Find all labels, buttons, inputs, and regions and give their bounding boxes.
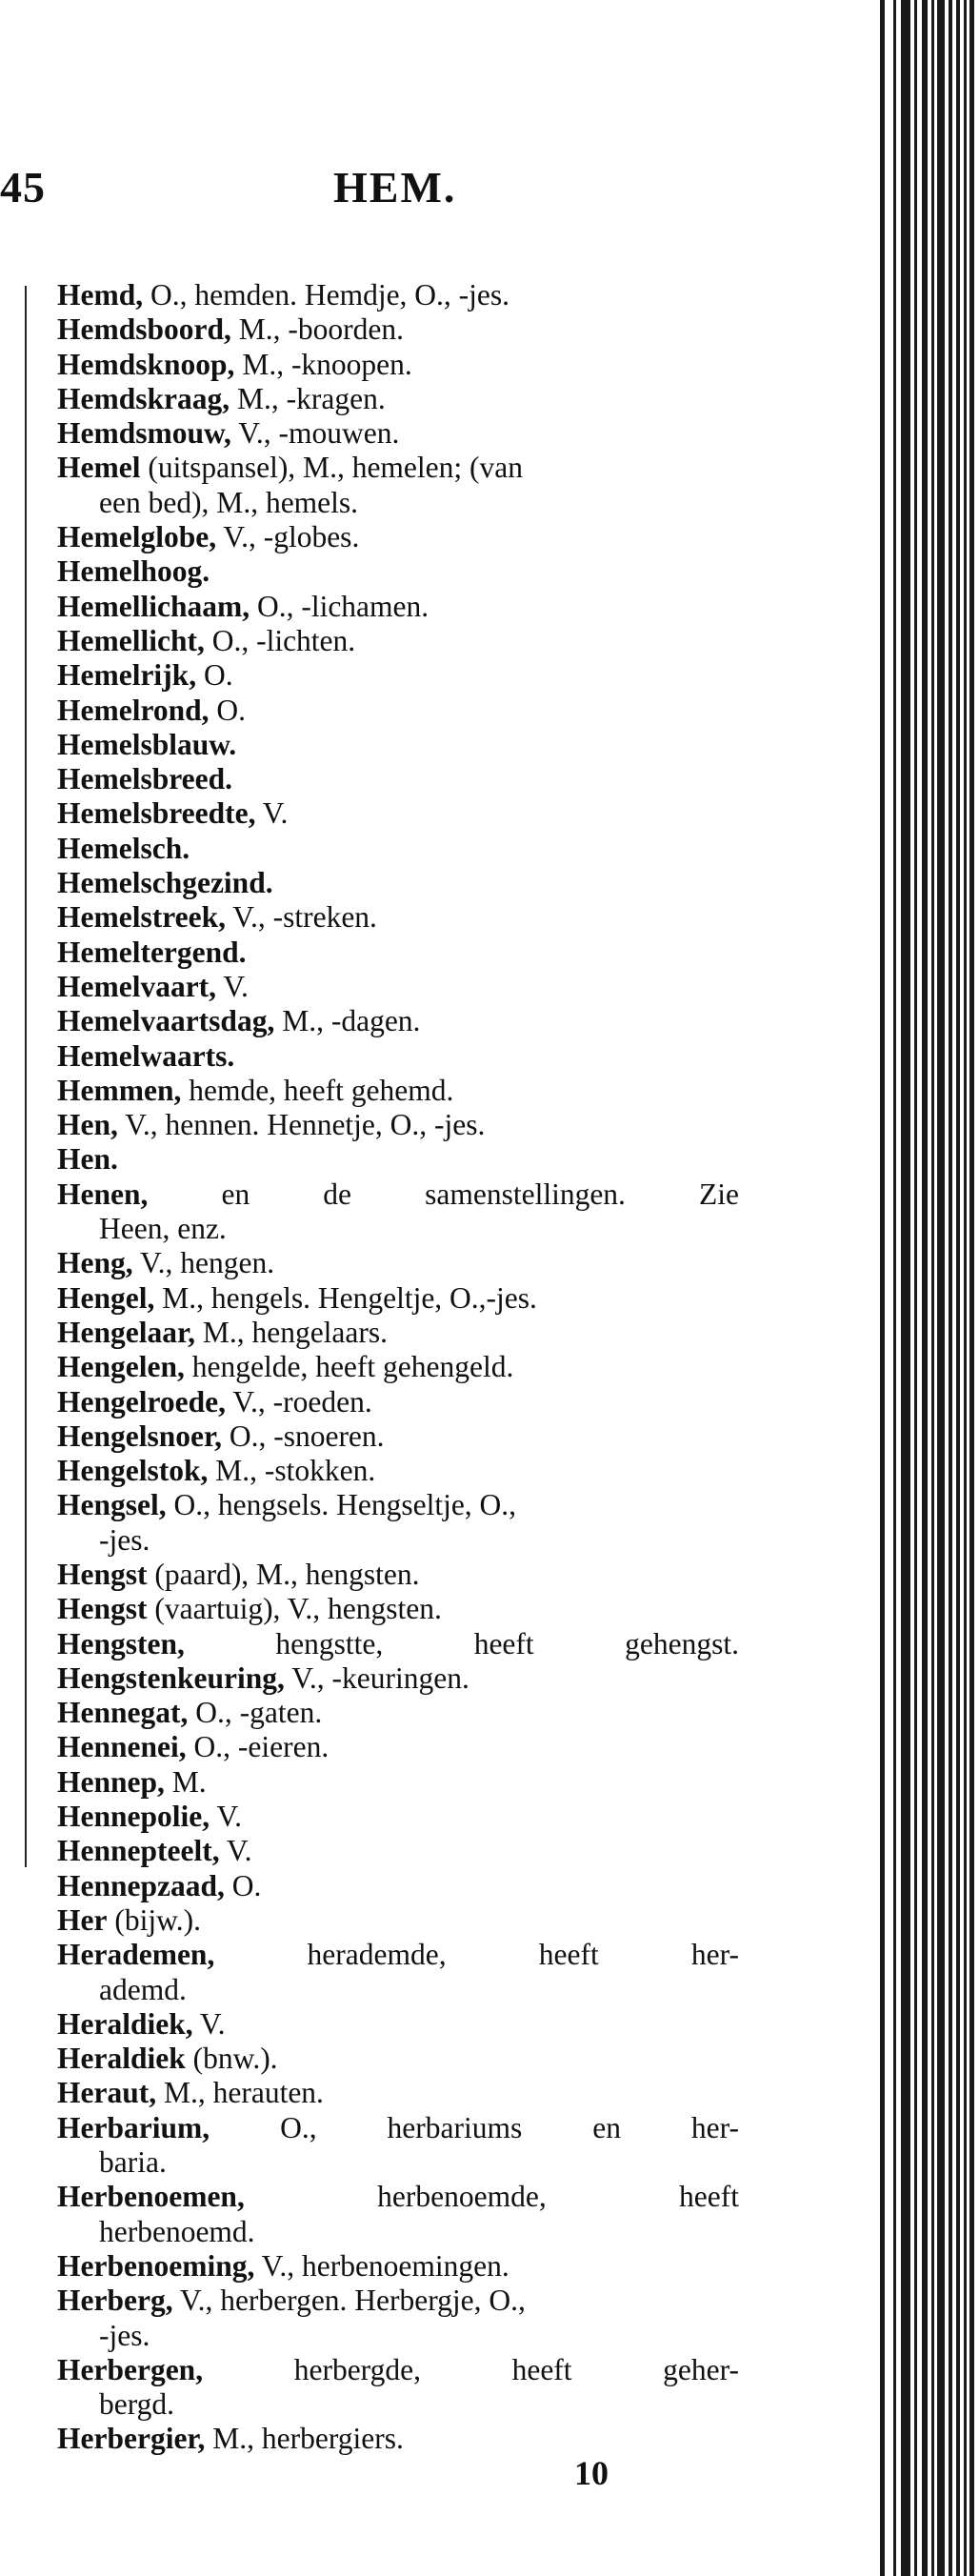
entry-line bbox=[57, 1039, 739, 1074]
entry-line bbox=[57, 624, 739, 658]
dictionary-entry bbox=[57, 2007, 739, 2042]
entry-definition: O., herbariums en her- bbox=[210, 2110, 739, 2144]
entry-definition: V. bbox=[219, 1834, 252, 1868]
entry-headword: Herbergen, bbox=[57, 2352, 204, 2386]
entry-continuation: baria. bbox=[99, 2145, 167, 2180]
entry-line bbox=[57, 2076, 739, 2110]
entry-headword: Hengelstok, bbox=[57, 1454, 209, 1488]
entry-definition: M., -stokken. bbox=[208, 1454, 376, 1488]
entry-headword: Hemel bbox=[57, 451, 141, 485]
dictionary-entry bbox=[57, 1869, 739, 1903]
dictionary-entry bbox=[57, 2042, 739, 2076]
dictionary-entry bbox=[57, 520, 739, 554]
entry-definition: V. bbox=[255, 796, 289, 831]
entry-headword: Heraldiek bbox=[57, 2042, 186, 2076]
entry-line bbox=[57, 312, 739, 347]
entry-continuation: een bed), M., hemels. bbox=[99, 485, 359, 519]
dictionary-entry bbox=[57, 1558, 739, 1592]
dictionary-entry bbox=[57, 1454, 739, 1488]
entry-headword: Hemdsboord, bbox=[57, 312, 231, 347]
spine-stripe bbox=[964, 0, 967, 2576]
dictionary-entry bbox=[57, 1074, 739, 1108]
entry-line bbox=[57, 451, 739, 485]
dictionary-entry bbox=[57, 1661, 739, 1696]
entry-definition: M., herauten. bbox=[156, 2076, 324, 2110]
spine-stripe bbox=[901, 0, 910, 2576]
spine-stripe bbox=[931, 0, 934, 2576]
entry-definition: O., -eieren. bbox=[186, 1730, 330, 1764]
entry-line bbox=[57, 1316, 739, 1350]
entry-line bbox=[57, 2353, 739, 2387]
entry-definition: en de samenstellingen. Zie bbox=[148, 1177, 739, 1211]
entry-definition: M., herbergiers. bbox=[205, 2422, 404, 2456]
entry-headword: Hemd, bbox=[57, 278, 144, 312]
dictionary-entry bbox=[57, 728, 739, 762]
entry-definition: M., -boorden. bbox=[230, 312, 405, 347]
dictionary-entry bbox=[57, 2249, 739, 2284]
entry-headword: Hengelroede, bbox=[57, 1384, 227, 1419]
entry-headword: Hemelsblauw. bbox=[57, 727, 237, 761]
dictionary-entry bbox=[57, 1419, 739, 1454]
entry-line bbox=[57, 1454, 739, 1488]
entry-definition: M., hengels. Hengeltje, O.,-jes. bbox=[154, 1280, 537, 1315]
entry-line bbox=[57, 416, 739, 451]
entry-headword: Heng, bbox=[57, 1246, 133, 1280]
entry-line bbox=[57, 936, 739, 970]
entry-definition: V. bbox=[210, 1800, 243, 1834]
entry-line bbox=[57, 832, 739, 866]
entry-continuation: bergd. bbox=[99, 2387, 175, 2422]
entry-headword: Hennepteelt, bbox=[57, 1834, 220, 1868]
entry-headword: Herbenoemen, bbox=[57, 2180, 245, 2214]
entry-headword: Henen, bbox=[57, 1177, 149, 1211]
margin-rule bbox=[25, 286, 27, 1867]
entry-line bbox=[57, 382, 739, 416]
entry-headword: Hemellichaam, bbox=[57, 589, 250, 623]
entry-line bbox=[57, 1592, 739, 1626]
dictionary-entry bbox=[57, 312, 739, 347]
dictionary-entry bbox=[57, 658, 739, 693]
entry-line bbox=[57, 900, 739, 935]
entry-headword: Hemeltergend. bbox=[57, 935, 247, 969]
entry-definition: O., -lichten. bbox=[204, 623, 356, 657]
dictionary-entry bbox=[57, 796, 739, 831]
dictionary-entry bbox=[57, 451, 739, 520]
entry-definition: V. bbox=[192, 2006, 226, 2041]
entry-headword: Hengelaar, bbox=[57, 1315, 195, 1349]
dictionary-entry bbox=[57, 832, 739, 866]
entry-line bbox=[57, 1661, 739, 1696]
dictionary-entry-list bbox=[57, 278, 739, 2457]
entry-headword: Hennepzaad, bbox=[57, 1868, 225, 1902]
dictionary-entry bbox=[57, 2111, 739, 2181]
entry-headword: Hen, bbox=[57, 1108, 118, 1142]
entry-continuation: herbenoemd. bbox=[99, 2214, 255, 2248]
dictionary-entry bbox=[57, 278, 739, 312]
entry-definition: V., -streken. bbox=[225, 900, 377, 935]
entry-headword: Hengst bbox=[57, 1592, 148, 1626]
dictionary-entry bbox=[57, 1246, 739, 1280]
entry-definition: V. bbox=[216, 969, 249, 1003]
entry-line bbox=[57, 1281, 739, 1316]
entry-headword: Herbergier, bbox=[57, 2422, 206, 2456]
dictionary-entry bbox=[57, 1488, 739, 1558]
entry-definition: V., herbergen. Herbergje, O., bbox=[172, 2284, 526, 2318]
spine-stripe bbox=[969, 0, 974, 2576]
entry-line bbox=[57, 1869, 739, 1903]
entry-line bbox=[57, 520, 739, 554]
entry-definition: O., hemden. Hemdje, O., -jes. bbox=[143, 278, 510, 312]
entry-headword: Hemelrijk, bbox=[57, 658, 197, 693]
entry-line bbox=[57, 2042, 739, 2076]
entry-line bbox=[57, 694, 739, 728]
entry-line bbox=[57, 1730, 739, 1764]
spine-stripe bbox=[922, 0, 928, 2576]
entry-definition: V., -globes. bbox=[216, 520, 360, 554]
dictionary-entry bbox=[57, 624, 739, 658]
entry-headword: Hemelhoog. bbox=[57, 554, 210, 589]
dictionary-entry bbox=[57, 900, 739, 935]
entry-headword: Hennepolie, bbox=[57, 1800, 210, 1834]
entry-definition: V., hengen. bbox=[132, 1246, 275, 1280]
spine-stripe bbox=[880, 0, 885, 2576]
entry-headword: Herbarium, bbox=[57, 2110, 210, 2144]
entry-line bbox=[57, 1696, 739, 1730]
entry-line bbox=[57, 1488, 739, 1522]
dictionary-entry bbox=[57, 762, 739, 796]
spine-stripe bbox=[956, 0, 960, 2576]
entry-definition: O. bbox=[209, 693, 247, 727]
dictionary-entry bbox=[57, 866, 739, 900]
entry-headword: Hennep, bbox=[57, 1764, 165, 1799]
dictionary-entry bbox=[57, 2076, 739, 2110]
entry-headword: Hengsten, bbox=[57, 1626, 185, 1660]
entry-headword: Hemelsbreed. bbox=[57, 762, 233, 796]
entry-definition: (bnw.). bbox=[185, 2042, 278, 2076]
entry-headword: Hemelvaart, bbox=[57, 969, 217, 1003]
entry-definition: V., -keuringen. bbox=[284, 1660, 470, 1695]
dictionary-entry bbox=[57, 936, 739, 970]
dictionary-entry bbox=[57, 1730, 739, 1764]
dictionary-entry bbox=[57, 1834, 739, 1868]
entry-line bbox=[57, 1765, 739, 1800]
entry-headword: Hemelstreek, bbox=[57, 900, 226, 935]
entry-headword: Hengelen, bbox=[57, 1350, 185, 1384]
entry-headword: Hemelsbreedte, bbox=[57, 796, 256, 831]
entry-line bbox=[57, 2111, 739, 2145]
dictionary-entry bbox=[57, 2180, 739, 2249]
entry-line bbox=[57, 2180, 739, 2214]
entry-continuation: -jes. bbox=[99, 2318, 150, 2352]
dictionary-entry bbox=[57, 1142, 739, 1177]
entry-headword: Hemdsmouw, bbox=[57, 416, 231, 451]
dictionary-entry bbox=[57, 2422, 739, 2456]
entry-definition: O. bbox=[224, 1868, 262, 1902]
entry-headword: Hemelvaartsdag, bbox=[57, 1004, 275, 1038]
entry-definition: V., -mouwen. bbox=[230, 416, 400, 451]
dictionary-entry bbox=[57, 1350, 739, 1384]
entry-headword: Hemelsch. bbox=[57, 831, 190, 865]
entry-continuation: Heen, enz. bbox=[99, 1212, 227, 1246]
spine-stripe bbox=[914, 0, 917, 2576]
entry-line bbox=[57, 1108, 739, 1142]
spine-stripe bbox=[949, 0, 952, 2576]
entry-line bbox=[57, 762, 739, 796]
dictionary-entry bbox=[57, 590, 739, 624]
entry-line bbox=[57, 2249, 739, 2284]
entry-line bbox=[57, 278, 739, 312]
entry-headword: Hemdsknoop, bbox=[57, 347, 235, 381]
entry-line bbox=[57, 1834, 739, 1868]
dictionary-entry bbox=[57, 694, 739, 728]
entry-definition: hengstte, heeft gehengst. bbox=[184, 1626, 739, 1660]
entry-definition: V., -roeden. bbox=[226, 1384, 372, 1419]
entry-definition: M., -knoopen. bbox=[234, 347, 412, 381]
entry-definition: herademde, heeft her- bbox=[214, 1938, 739, 1972]
entry-definition: herbenoemde, heeft bbox=[244, 2180, 739, 2214]
entry-line bbox=[57, 1938, 739, 1972]
entry-headword: Hengsel, bbox=[57, 1488, 167, 1522]
dictionary-entry bbox=[57, 1696, 739, 1730]
dictionary-entry bbox=[57, 348, 739, 382]
entry-headword: Hemellicht, bbox=[57, 623, 205, 657]
entry-line bbox=[57, 1558, 739, 1592]
book-spine-edge bbox=[838, 0, 979, 2576]
entry-headword: Hemdskraag, bbox=[57, 381, 230, 415]
entry-line bbox=[57, 728, 739, 762]
entry-line bbox=[57, 554, 739, 589]
entry-line bbox=[57, 2284, 739, 2318]
dictionary-entry bbox=[57, 1800, 739, 1834]
dictionary-entry bbox=[57, 1108, 739, 1142]
running-head: HEM. bbox=[333, 163, 457, 211]
entry-definition: M. bbox=[164, 1764, 207, 1799]
entry-headword: Hengelsnoer, bbox=[57, 1419, 222, 1453]
entry-line bbox=[57, 1903, 739, 1938]
dictionary-entry bbox=[57, 1316, 739, 1350]
entry-definition: hengelde, heeft gehengeld. bbox=[184, 1350, 514, 1384]
dictionary-entry bbox=[57, 1903, 739, 1938]
entry-definition: hemde, heeft gehemd. bbox=[181, 1073, 454, 1107]
entry-headword: Hemelrond, bbox=[57, 693, 210, 727]
dictionary-entry bbox=[57, 2353, 739, 2423]
entry-headword: Hengstenkeuring, bbox=[57, 1660, 285, 1695]
signature-mark: 10 bbox=[574, 2454, 609, 2492]
entry-line bbox=[57, 866, 739, 900]
entry-continuation: ademd. bbox=[99, 1972, 187, 2006]
entry-headword: Hengel, bbox=[57, 1280, 155, 1315]
entry-definition: M., -kragen. bbox=[230, 381, 386, 415]
entry-line bbox=[57, 1627, 739, 1661]
entry-definition: O., -gaten. bbox=[188, 1696, 323, 1730]
entry-headword: Hemelglobe, bbox=[57, 520, 217, 554]
dictionary-entry bbox=[57, 1039, 739, 1074]
entry-headword: Hennenei, bbox=[57, 1730, 187, 1764]
entry-definition: V., hennen. Hennetje, O., -jes. bbox=[117, 1108, 486, 1142]
dictionary-entry bbox=[57, 1627, 739, 1661]
entry-line bbox=[57, 1800, 739, 1834]
entry-definition: O. bbox=[196, 658, 233, 693]
entry-line bbox=[57, 1142, 739, 1177]
entry-line bbox=[57, 1246, 739, 1280]
spine-stripe bbox=[893, 0, 896, 2576]
entry-headword: Heraldiek, bbox=[57, 2006, 193, 2041]
entry-definition: O., hengsels. Hengseltje, O., bbox=[166, 1488, 517, 1522]
dictionary-entry bbox=[57, 1765, 739, 1800]
dictionary-entry bbox=[57, 1385, 739, 1419]
page-number: 45 bbox=[0, 163, 46, 211]
entry-definition: O., -snoeren. bbox=[221, 1419, 385, 1453]
entry-line bbox=[57, 1074, 739, 1108]
entry-headword: Hennegat, bbox=[57, 1696, 189, 1730]
dictionary-entry bbox=[57, 1592, 739, 1626]
entry-line bbox=[57, 348, 739, 382]
entry-headword: Herberg, bbox=[57, 2284, 173, 2318]
entry-definition: M., -dagen. bbox=[274, 1004, 421, 1038]
entry-line bbox=[57, 1004, 739, 1038]
entry-line bbox=[57, 1177, 739, 1212]
entry-headword: Heraut, bbox=[57, 2076, 157, 2110]
entry-line bbox=[57, 970, 739, 1004]
dictionary-entry bbox=[57, 382, 739, 416]
entry-line bbox=[57, 796, 739, 831]
entry-line bbox=[57, 2422, 739, 2456]
dictionary-entry bbox=[57, 1004, 739, 1038]
entry-line bbox=[57, 658, 739, 693]
entry-line bbox=[57, 590, 739, 624]
dictionary-entry bbox=[57, 970, 739, 1004]
entry-definition: V., herbenoemingen. bbox=[254, 2248, 509, 2283]
dictionary-entry bbox=[57, 2284, 739, 2353]
entry-line bbox=[57, 1419, 739, 1454]
dictionary-entry bbox=[57, 416, 739, 451]
entry-definition: (paard), M., hengsten. bbox=[147, 1557, 420, 1591]
entry-headword: Hengst bbox=[57, 1557, 148, 1591]
entry-definition: herbergde, heeft geher- bbox=[203, 2352, 739, 2386]
entry-headword: Hemmen, bbox=[57, 1073, 182, 1107]
entry-definition: (vaartuig), V., hengsten. bbox=[147, 1592, 442, 1626]
entry-line bbox=[57, 1385, 739, 1419]
entry-definition: (uitspansel), M., hemelen; (van bbox=[140, 451, 523, 485]
entry-headword: Herademen, bbox=[57, 1938, 215, 1972]
entry-headword: Hen. bbox=[57, 1142, 118, 1177]
entry-definition: M., hengelaars. bbox=[194, 1315, 389, 1349]
dictionary-entry bbox=[57, 554, 739, 589]
entry-headword: Hemelwaarts. bbox=[57, 1038, 235, 1073]
spine-stripe bbox=[937, 0, 945, 2576]
entry-line bbox=[57, 2007, 739, 2042]
entry-headword: Her bbox=[57, 1902, 108, 1937]
entry-headword: Hemelschgezind. bbox=[57, 866, 273, 900]
entry-headword: Herbenoeming, bbox=[57, 2248, 255, 2283]
dictionary-entry bbox=[57, 1177, 739, 1247]
entry-definition: O., -lichamen. bbox=[250, 589, 430, 623]
dictionary-entry bbox=[57, 1281, 739, 1316]
dictionary-entry bbox=[57, 1938, 739, 2007]
entry-continuation: -jes. bbox=[99, 1522, 150, 1557]
entry-definition: (bijw.). bbox=[107, 1902, 202, 1937]
entry-line bbox=[57, 1350, 739, 1384]
